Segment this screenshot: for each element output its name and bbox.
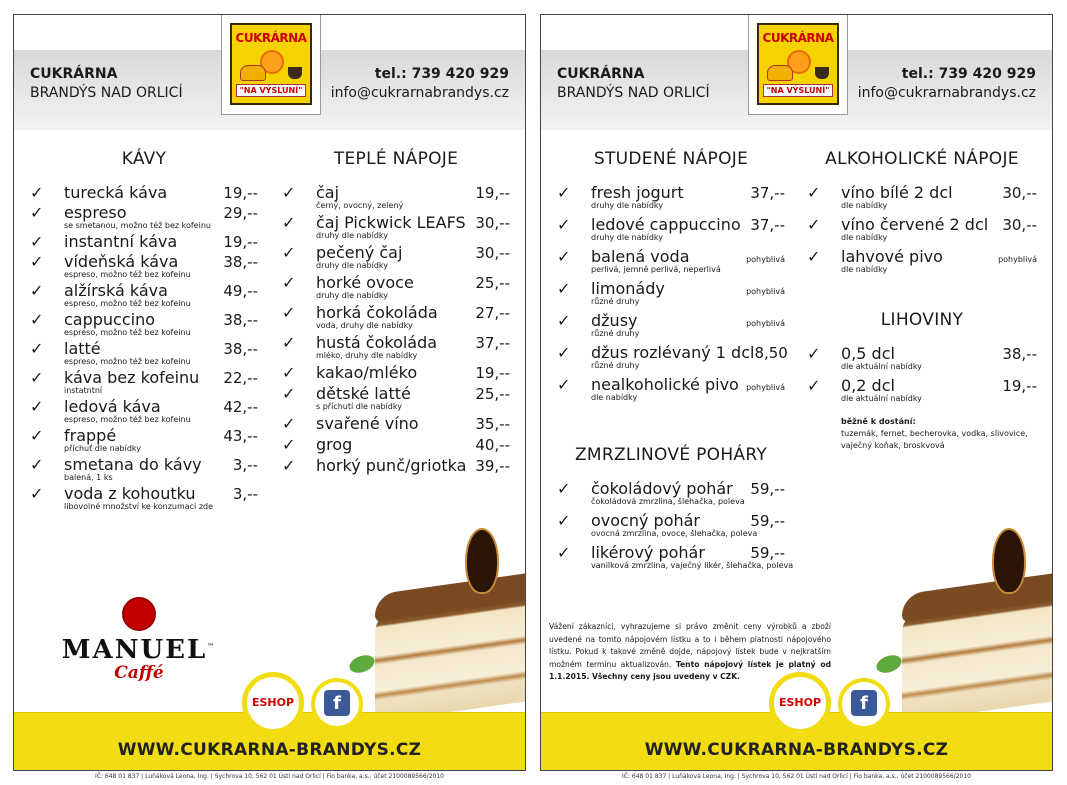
menu-item-note: druhy dle nabídky <box>316 261 388 270</box>
menu-item <box>557 343 788 371</box>
menu-item <box>807 183 1037 211</box>
checkmark-icon: ✓ <box>282 414 296 433</box>
checkmark-icon: ✓ <box>557 311 571 330</box>
facebook-button[interactable] <box>311 678 363 730</box>
menu-item-name: 0,2 dcl <box>841 376 895 395</box>
shop-logo <box>748 15 848 115</box>
checkmark-icon: ✓ <box>557 479 571 498</box>
menu-item-price: 19,-- <box>475 364 510 382</box>
contact-info <box>858 65 1036 103</box>
menu-item <box>557 183 785 211</box>
menu-item <box>807 247 1037 275</box>
menu-item-name: víno červené 2 dcl <box>841 215 989 234</box>
menu-item-price: 30,-- <box>1002 216 1037 234</box>
mint-leaf-icon <box>874 652 904 676</box>
menu-item <box>807 215 1037 243</box>
menu-item-note: dle nabídky <box>591 393 638 402</box>
section-teple-napoje <box>282 149 510 477</box>
menu-item-name: alžírská káva <box>64 281 168 300</box>
menu-item <box>282 243 510 271</box>
menu-item <box>30 252 258 280</box>
section-kavy <box>30 149 258 513</box>
menu-item-price: 40,-- <box>475 436 510 454</box>
menu-item <box>30 281 258 309</box>
menu-item-price: 19,-- <box>223 184 258 202</box>
section-title: STUDENÉ NÁPOJE <box>593 149 749 169</box>
menu-item <box>30 232 258 251</box>
checkmark-icon: ✓ <box>30 281 44 300</box>
menu-item-name: turecká káva <box>64 183 168 202</box>
shop-logo <box>221 15 321 115</box>
checkmark-icon: ✓ <box>30 339 44 358</box>
menu-item-note: dle aktuální nabídky <box>841 362 922 371</box>
menu-item-name: káva bez kofeinu <box>64 368 200 387</box>
manuel-caffe-logo <box>54 597 224 683</box>
menu-item-name: voda z kohoutku <box>64 484 196 503</box>
email-address: info@cukrarnabrandys.cz <box>330 85 509 101</box>
menu-page-right <box>540 14 1053 771</box>
shop-name <box>30 65 183 103</box>
brand-name: MANUEL <box>61 635 208 665</box>
menu-item-name: hustá čokoláda <box>316 333 438 352</box>
menu-item-name: horký punč/griotka <box>316 456 467 475</box>
cake-icon <box>767 65 793 81</box>
menu-item-price: 39,-- <box>475 457 510 475</box>
menu-item-price: pohyblivá <box>998 255 1037 264</box>
menu-item-note: dle nabídky <box>841 265 888 274</box>
disclaimer-validity: Tento nápojový lístek je platný od 1.1.2015. Všechny ceny jsou uvedeny v CZK. <box>549 659 831 681</box>
menu-item-name: ledová káva <box>64 397 161 416</box>
menu-item-note: se smetanou, možno též bez kofeinu <box>64 221 211 230</box>
tiramisu-image <box>365 522 525 712</box>
menu-item-note: espreso, možno též bez kofeinu <box>64 270 191 279</box>
menu-item <box>30 203 258 231</box>
menu-item-price: 49,-- <box>223 282 258 300</box>
menu-item-note: perlivá, jemně perlivá, neperlivá <box>591 265 721 274</box>
eshop-button[interactable]: ESHOP <box>769 672 831 734</box>
checkmark-icon: ✓ <box>807 376 821 395</box>
menu-item-note: espreso, možno též bez kofeinu <box>64 415 191 424</box>
checkmark-icon: ✓ <box>282 243 296 262</box>
menu-item-note: různé druhy <box>591 361 640 370</box>
menu-item <box>30 484 258 512</box>
cake-icon <box>240 65 266 81</box>
brand-subtitle: Caffé <box>114 663 164 683</box>
logo-subtitle: "NA VÝSLUNÍ" <box>236 84 306 97</box>
menu-item-name: latté <box>64 339 101 358</box>
menu-item-price: pohyblivá <box>746 255 785 264</box>
menu-item <box>282 303 510 331</box>
checkmark-icon: ✓ <box>30 183 44 202</box>
phone-number: tel.: 739 420 929 <box>374 66 509 82</box>
menu-item <box>557 247 785 275</box>
menu-item-price: 25,-- <box>475 385 510 403</box>
section-studene-napoje <box>557 149 788 407</box>
email-address: info@cukrarnabrandys.cz <box>857 85 1036 101</box>
website-link[interactable]: WWW.CUKRARNA-BRANDYS.CZ <box>117 740 422 760</box>
menu-item-name: grog <box>316 435 353 454</box>
shop-name-line2: BRANDÝS NAD ORLICÍ <box>557 85 710 101</box>
checkmark-icon: ✓ <box>282 435 296 454</box>
menu-item-note: espreso, možno též bez kofeinu <box>64 328 191 337</box>
menu-item-name: balená voda <box>591 247 690 266</box>
menu-item-price: 3,-- <box>232 456 258 474</box>
menu-item-note: druhy dle nabídky <box>316 231 388 240</box>
spirits-note-title: běžně k dostání: <box>841 417 916 426</box>
section-title: ZMRZLINOVÉ POHÁRY <box>574 445 768 465</box>
menu-item-name: limonády <box>591 279 665 298</box>
checkmark-icon: ✓ <box>282 363 296 382</box>
menu-item-price: 35,-- <box>475 415 510 433</box>
menu-item-note: různé druhy <box>591 329 640 338</box>
menu-item <box>282 183 510 211</box>
menu-item-note: voda, druhy dle nabídky <box>316 321 413 330</box>
menu-item-price: 19,-- <box>475 184 510 202</box>
contact-info <box>331 65 509 103</box>
menu-item-note: dle nabídky <box>841 233 888 242</box>
checkmark-icon: ✓ <box>282 333 296 352</box>
menu-item-note: různé druhy <box>591 297 640 306</box>
menu-item-price: 8,50 <box>754 344 788 362</box>
menu-item-name: dětské latté <box>316 384 411 403</box>
menu-item-note: příchuť dle nabídky <box>64 444 142 453</box>
menu-item-note: čokoládová zmrzlina, šlehačka, poleva <box>591 497 745 506</box>
menu-item-price: 37,-- <box>750 184 785 202</box>
disclaimer-text: Vážení zákazníci, vyhrazujeme si právo změnit ceny výrobků a zboží uvedené na tomto nápojovém lístku a to i během platnosti nápojového lístku. Pokud k takové změně dojde, nápojový lístek bude v nejkratším možném termínu aktualizován. <box>549 622 831 669</box>
menu-item <box>557 543 794 571</box>
menu-item-name: frappé <box>64 426 117 445</box>
menu-item <box>30 455 258 483</box>
checkmark-icon: ✓ <box>557 247 571 266</box>
section-title: KÁVY <box>121 149 167 169</box>
menu-item-note: libovolné množství ke konzumaci zde <box>64 502 214 511</box>
mint-leaf-icon <box>347 652 377 676</box>
checkmark-icon: ✓ <box>557 543 571 562</box>
menu-item <box>30 368 258 396</box>
menu-item-note: balená, 1 ks <box>64 473 113 482</box>
checkmark-icon: ✓ <box>807 215 821 234</box>
section-title: LIHOVINY <box>880 310 964 330</box>
menu-item <box>30 397 258 425</box>
checkmark-icon: ✓ <box>557 183 571 202</box>
menu-item-price: 59,-- <box>750 544 785 562</box>
menu-item-name: víno bílé 2 dcl <box>841 183 953 202</box>
menu-item-note: vanilková zmrzlina, vaječný likér, šlehačka, poleva <box>591 561 794 570</box>
menu-item-price: 37,-- <box>750 216 785 234</box>
menu-item <box>30 183 258 202</box>
menu-item-note: s příchutí dle nabídky <box>316 402 402 411</box>
menu-item-note: dle aktuální nabídky <box>841 394 922 403</box>
menu-item-price: 30,-- <box>1002 184 1037 202</box>
section-title: TEPLÉ NÁPOJE <box>333 149 459 169</box>
shop-name-line1: CUKRÁRNA <box>557 66 645 82</box>
menu-item-note: druhy dle nabídky <box>591 201 663 210</box>
facebook-icon: f <box>324 690 350 716</box>
spirits-note <box>807 416 1037 452</box>
shop-name-line2: BRANDÝS NAD ORLICÍ <box>30 85 183 101</box>
menu-item-price: 19,-- <box>1002 377 1037 395</box>
menu-item-note: dle nabídky <box>841 201 888 210</box>
phone-number: tel.: 739 420 929 <box>901 66 1036 82</box>
section-zmrzlinove-pohary <box>557 445 794 575</box>
menu-item-price: 38,-- <box>223 253 258 271</box>
menu-item <box>30 310 258 338</box>
logo-title: CUKRÁRNA <box>762 31 834 45</box>
checkmark-icon: ✓ <box>282 384 296 403</box>
footnote: IČ: 648 01 837 | Luňáková Leona, Ing. | Sychrova 10, 562 01 Ústí nad Orlicí | Fio banka, a.s., účet 2100089566/2010 <box>95 773 444 780</box>
checkmark-icon: ✓ <box>30 203 44 222</box>
facebook-icon: f <box>851 690 877 716</box>
menu-item <box>282 363 510 382</box>
menu-item-price: 43,-- <box>223 427 258 445</box>
menu-item <box>282 456 510 475</box>
menu-item-name: 0,5 dcl <box>841 344 895 363</box>
menu-item-name: ovocný pohár <box>591 511 701 530</box>
menu-item-price: 27,-- <box>475 304 510 322</box>
menu-item-name: čaj <box>316 183 340 202</box>
menu-item-name: cappuccino <box>64 310 156 329</box>
menu-item-name: instantní káva <box>64 232 178 251</box>
menu-item-price: 38,-- <box>1002 345 1037 363</box>
menu-item <box>282 414 510 433</box>
checkmark-icon: ✓ <box>30 397 44 416</box>
menu-item-note: černý, ovocný, zelený <box>316 201 404 210</box>
menu-item-name: smetana do kávy <box>64 455 202 474</box>
checkmark-icon: ✓ <box>30 252 44 271</box>
menu-item-price: 19,-- <box>223 233 258 251</box>
facebook-button[interactable] <box>838 678 890 730</box>
menu-item-price: 59,-- <box>750 512 785 530</box>
checkmark-icon: ✓ <box>557 215 571 234</box>
chocolate-decoration-icon <box>992 528 1026 594</box>
menu-item <box>557 215 785 243</box>
checkmark-icon: ✓ <box>30 232 44 251</box>
website-link[interactable]: WWW.CUKRARNA-BRANDYS.CZ <box>644 740 949 760</box>
checkmark-icon: ✓ <box>30 484 44 503</box>
menu-item <box>557 311 785 339</box>
menu-item-price: pohyblivá <box>746 287 785 296</box>
menu-item-price: 22,-- <box>223 369 258 387</box>
menu-item-price: 29,-- <box>223 204 258 222</box>
menu-item-price: 30,-- <box>475 244 510 262</box>
menu-item <box>807 344 1037 372</box>
coffee-cup-icon <box>815 67 829 79</box>
checkmark-icon: ✓ <box>282 273 296 292</box>
spirits-note-text: tuzemák, fernet, becherovka, vodka, slivovice, vaječný koňak, broskvová <box>841 429 1028 450</box>
eshop-button[interactable]: ESHOP <box>242 672 304 734</box>
menu-item <box>282 273 510 301</box>
menu-item-name: nealkoholické pivo <box>591 375 739 394</box>
coffee-cup-icon <box>288 67 302 79</box>
section-title: ALKOHOLICKÉ NÁPOJE <box>825 149 1019 169</box>
checkmark-icon: ✓ <box>807 247 821 266</box>
menu-item <box>282 435 510 454</box>
shop-name-line1: CUKRÁRNA <box>30 66 118 82</box>
checkmark-icon: ✓ <box>807 183 821 202</box>
checkmark-icon: ✓ <box>557 375 571 394</box>
menu-item-name: džus rozlévaný 1 dcl <box>591 343 755 362</box>
menu-item <box>557 511 785 539</box>
checkmark-icon: ✓ <box>30 426 44 445</box>
menu-item-name: fresh jogurt <box>591 183 684 202</box>
menu-item-note: espreso, možno též bez kofeinu <box>64 299 191 308</box>
checkmark-icon: ✓ <box>557 279 571 298</box>
menu-item <box>282 213 510 241</box>
checkmark-icon: ✓ <box>282 183 296 202</box>
menu-item-price: 42,-- <box>223 398 258 416</box>
menu-item-note: espreso, možno též bez kofeinu <box>64 357 191 366</box>
footnote: IČ: 648 01 837 | Luňáková Leona, Ing. | Sychrova 10, 562 01 Ústí nad Orlicí | Fio banka, a.s., účet 2100089566/2010 <box>622 773 971 780</box>
menu-item <box>557 479 785 507</box>
checkmark-icon: ✓ <box>282 213 296 232</box>
checkmark-icon: ✓ <box>30 368 44 387</box>
menu-item <box>30 426 258 454</box>
menu-item-name: čokoládový pohár <box>591 479 733 498</box>
menu-item-price: 38,-- <box>223 311 258 329</box>
menu-item-price: 38,-- <box>223 340 258 358</box>
menu-item-name: pečený čaj <box>316 243 403 262</box>
menu-item-price: 3,-- <box>232 485 258 503</box>
menu-item-note: druhy dle nabídky <box>591 233 663 242</box>
menu-item-name: vídeňská káva <box>64 252 179 271</box>
menu-item-price: 30,-- <box>475 214 510 232</box>
menu-item <box>557 375 785 403</box>
menu-item-price: pohyblivá <box>746 319 785 328</box>
checkmark-icon: ✓ <box>557 343 571 362</box>
menu-item-name: likérový pohár <box>591 543 705 562</box>
chocolate-decoration-icon <box>465 528 499 594</box>
checkmark-icon: ✓ <box>807 344 821 363</box>
manuel-emblem-icon <box>122 597 156 631</box>
menu-item-name: horká čokoláda <box>316 303 438 322</box>
menu-item-note: ovocná zmrzlina, ovoce, šlehačka, poleva <box>591 529 758 538</box>
tiramisu-image <box>892 522 1052 712</box>
checkmark-icon: ✓ <box>282 456 296 475</box>
section-alkoholicke-napoje <box>807 149 1037 279</box>
menu-item-name: čaj Pickwick LEAFS <box>316 213 466 232</box>
menu-item-name: džusy <box>591 311 638 330</box>
checkmark-icon: ✓ <box>30 310 44 329</box>
menu-item-note: instatntní <box>64 386 103 395</box>
checkmark-icon: ✓ <box>30 455 44 474</box>
menu-item-price: 37,-- <box>475 334 510 352</box>
menu-item <box>557 279 785 307</box>
menu-item-price: pohyblivá <box>746 383 785 392</box>
menu-page-left <box>13 14 526 771</box>
menu-item-price: 59,-- <box>750 480 785 498</box>
checkmark-icon: ✓ <box>557 511 571 530</box>
menu-item-note: druhy dle nabídky <box>316 291 388 300</box>
menu-item-name: kakao/mléko <box>316 363 418 382</box>
menu-item <box>282 384 510 412</box>
menu-item-note: mléko, druhy dle nabídky <box>316 351 418 360</box>
section-lihoviny <box>807 310 1037 452</box>
menu-item-name: lahvové pivo <box>841 247 943 266</box>
menu-item-name: svařené víno <box>316 414 419 433</box>
menu-item <box>282 333 510 361</box>
menu-item <box>807 376 1037 404</box>
logo-title: CUKRÁRNA <box>235 31 307 45</box>
menu-item <box>30 339 258 367</box>
checkmark-icon: ✓ <box>282 303 296 322</box>
menu-item-name: ledové cappuccino <box>591 215 741 234</box>
logo-subtitle: "NA VÝSLUNÍ" <box>763 84 833 97</box>
menu-item-name: espreso <box>64 203 127 222</box>
menu-item-name: horké ovoce <box>316 273 414 292</box>
trademark-sign: ™ <box>207 641 217 651</box>
shop-name <box>557 65 710 103</box>
menu-item-price: 25,-- <box>475 274 510 292</box>
